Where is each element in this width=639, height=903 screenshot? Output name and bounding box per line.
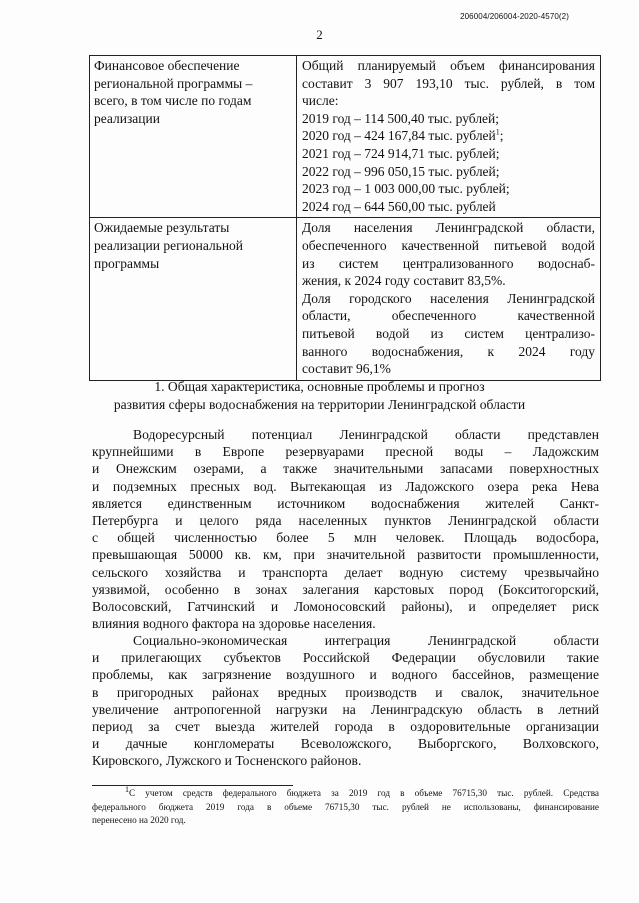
paragraph-line: период за счет выезда жителей города в оздоровительные организации <box>92 719 599 735</box>
paragraph-line: и подземных пресных вод. Вытекающая из Ладожского озера река Нева <box>92 478 599 494</box>
paragraph-line: влияния водного фактора на здоровье населения. <box>92 616 376 632</box>
results-label-line: Ожидаемые результаты <box>94 220 230 236</box>
footnote-line: перенесено на 2020 год. <box>92 815 186 826</box>
paragraph-line: крупнейшими в Европе резервуарами пресной воды – Ладожским <box>92 444 599 460</box>
financing-value-line: числе: <box>302 93 339 109</box>
financing-total-line: Общий планируемый объем финансирования <box>302 58 595 73</box>
financing-year-2020 <box>302 127 595 145</box>
results-line: из систем централизованного водоснаб- <box>302 255 595 271</box>
results-line: обеспеченного качественной питьевой водой <box>302 237 595 253</box>
results-line: Доля городского населения Ленинградской <box>302 290 595 306</box>
financing-year-2020-punct: ; <box>499 128 504 144</box>
financing-label-line: всего, в том числе по годам <box>94 93 252 109</box>
footnote-line <box>92 784 599 801</box>
program-passport-table <box>89 55 601 381</box>
results-label-cell <box>90 218 297 380</box>
paragraph-socio-economic <box>92 632 599 770</box>
paragraph-line: с общей численностью более 5 млн человек. Площадь водосбора, <box>92 530 599 546</box>
footnote-line: федерального бюджета 2019 года в объеме 76715,30 тыс. рублей не использованы, финансирование <box>92 801 599 812</box>
results-line: Доля населения Ленинградской области, <box>302 220 595 236</box>
financing-year-2023: 2023 год – 1 003 000,00 тыс. рублей; <box>302 181 510 197</box>
financing-year-2021: 2021 год – 724 914,71 тыс. рублей; <box>302 145 500 161</box>
section-heading-line: 1. Общая характеристика, основные проблемы и прогноз <box>154 379 485 394</box>
footnote-text: С учетом средств федерального бюджета за 2019 год в объеме 76715,30 тыс. рублей. Средства <box>129 788 599 798</box>
paragraph-line: и прилегающих субъектов Российской Федерации обусловили такие <box>92 650 599 666</box>
financing-value-cell <box>297 56 601 218</box>
footnote-divider <box>92 785 293 786</box>
paragraph-line: Водоресурсный потенциал Ленинградской области представлен <box>133 427 599 442</box>
paragraph-line: сельского хозяйства и транспорта делает водную систему чрезвычайно <box>92 564 599 580</box>
results-line: жения, к 2024 году составит 83,5%. <box>302 273 506 289</box>
results-line: составит 96,1% <box>302 361 391 377</box>
paragraph-line: Кировского, Лужского и Тосненского районов. <box>92 753 362 769</box>
paragraph-line: увеличение антропогенной нагрузки на Ленинградскую область в летний <box>92 701 599 717</box>
results-label-line: программы <box>94 255 160 271</box>
paragraph-line: уязвимой, особенно в зонах залегания карстовых пород (Бокситогорский, <box>92 581 599 597</box>
document-id: 206004/206004-2020-4570(2) <box>460 12 569 21</box>
financing-year-2024: 2024 год – 644 560,00 тыс. рублей <box>302 198 496 214</box>
results-line: ванного водоснабжения, к 2024 году <box>302 343 595 359</box>
paragraph-line: и Онежским озерами, а также значительными запасами поверхностных <box>92 461 599 477</box>
page-number: 2 <box>316 27 323 42</box>
paragraph-line: в пригородных районах вредных производств и свалок, значительное <box>92 684 599 700</box>
financing-label-line: реализации <box>94 110 160 126</box>
results-line: питьевой водой из систем централизо- <box>302 325 595 341</box>
financing-year-2022: 2022 год – 996 050,15 тыс. рублей; <box>302 163 500 179</box>
financing-year-2020-text: 2020 год – 424 167,84 тыс. рублей <box>302 128 496 144</box>
section-heading <box>0 378 639 414</box>
table-row-results <box>90 218 601 380</box>
footnote <box>92 784 599 828</box>
results-line: области, обеспеченного качественной <box>302 308 595 324</box>
financing-label-line: Финансовое обеспечение <box>94 58 240 73</box>
financing-label-cell <box>90 56 297 218</box>
paragraph-line: проблемы, как загрязнение воздушного и водного бассейнов, размещение <box>92 667 599 683</box>
paragraph-line: превышающая 50000 кв. км, при значительной развитости промышленности, <box>92 547 599 563</box>
paragraph-line: является единственным источником водоснабжения жителей Санкт- <box>92 495 599 511</box>
footnote-reference: 1 <box>495 127 500 137</box>
paragraph-line: Волосовский, Гатчинский и Ломоносовский районы), и определяет риск <box>92 599 599 615</box>
results-value-cell <box>297 218 601 380</box>
footnote-marker: 1 <box>125 784 129 794</box>
table-row-financing <box>90 56 601 218</box>
financing-label-line: региональной программы – <box>94 75 253 91</box>
financing-year-2019: 2019 год – 114 500,40 тыс. рублей; <box>302 110 500 126</box>
paragraph-line: и дачные конгломераты Всеволожского, Выборгского, Волховского, <box>92 736 599 752</box>
financing-total-line: составит 3 907 193,10 тыс. рублей, в том <box>302 75 595 91</box>
paragraph-line: Петербурга и целого ряда населенных пунктов Ленинградской области <box>92 513 599 529</box>
section-heading-line: развития сферы водоснабжения на территории Ленинградской области <box>113 397 526 412</box>
paragraph-water-potential <box>92 426 599 632</box>
results-label-line: реализации региональной <box>94 237 244 253</box>
paragraph-line: Социально-экономическая интеграция Ленинградской области <box>133 633 599 648</box>
